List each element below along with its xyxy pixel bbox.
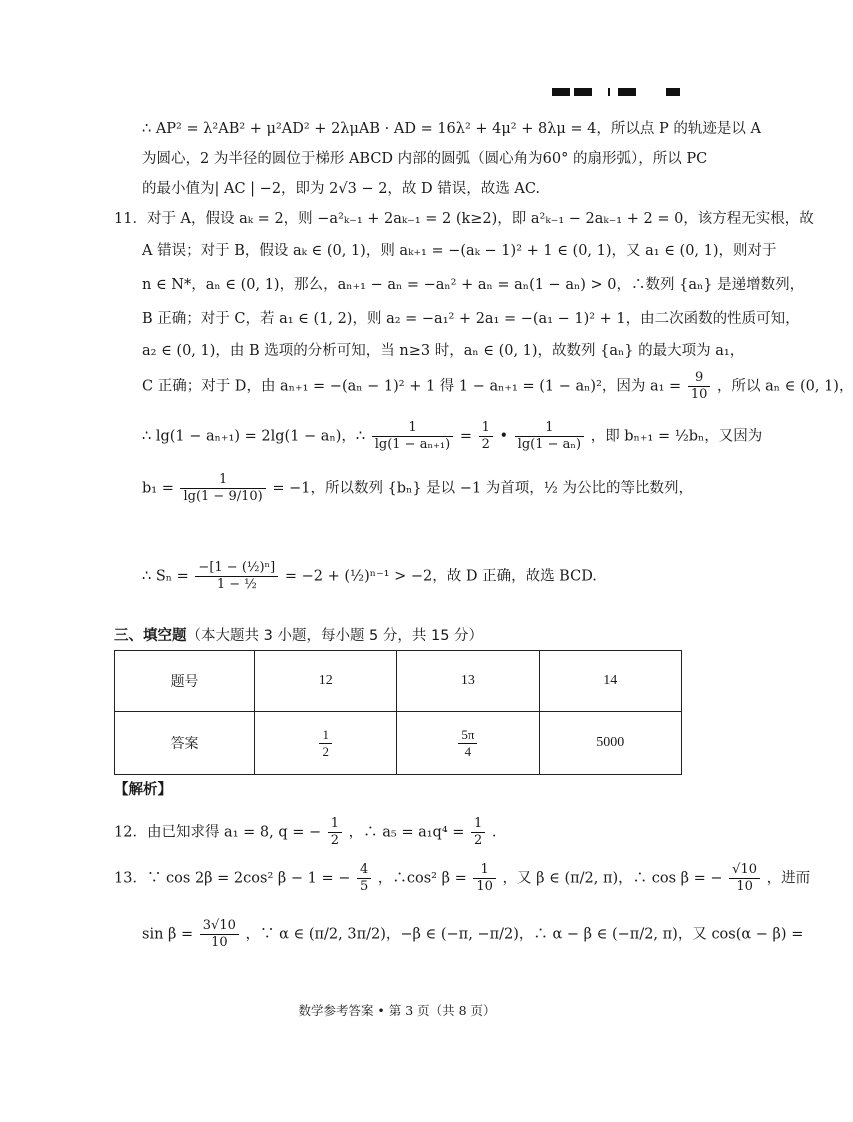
fraction-denominator: 5 [359,879,369,894]
header-bar-2 [574,88,592,96]
answer-13-fraction [458,727,477,760]
dot-operator: • [499,428,509,445]
solution11-line9-text-b: = −2 + (½)ⁿ⁻¹ > −2，故 D 正确，故选 BCD. [284,568,597,585]
solution13-text-a: 13．∵ cos 2β = 2cos² β − 1 = − [114,870,351,887]
header-bar-3 [608,88,610,96]
question-number-12: 12 [255,651,397,712]
answer-label-cell: 答案 [115,712,255,775]
answer-12 [255,712,397,775]
fraction-numerator: 1 [473,862,496,879]
equals-sign: = [459,428,472,445]
page-footer: 数学参考答案 • 第 3 页（共 8 页） [298,1003,496,1018]
fraction-denominator: 10 [476,879,493,894]
solution11-line7-text-d: ，即 bₙ₊₁ = ½bₙ，又因为 [590,428,763,445]
fraction-numerator: 1 [180,472,265,489]
fraction-one-tenth [473,862,496,895]
solution11-line8-text-b: = −1，所以数列 {bₙ} 是以 −1 为首项，½ 为公比的等比数列， [272,480,693,497]
header-label-cell: 题号 [115,651,255,712]
answer-14: 5000 [539,712,681,775]
fraction-denominator: 10 [736,879,753,894]
fraction-denominator: 10 [211,935,228,950]
fraction-numerator: 9 [688,370,711,387]
solution11-line6-text-b: ，所以 aₙ ∈ (0, 1)， [716,378,853,395]
solution13-line1 [114,862,810,895]
fraction-numerator: 3√10 [200,918,239,935]
fraction-numerator: 1 [328,816,342,833]
solution11-line7-text-a: ∴ lg(1 − aₙ₊₁) = 2lg(1 − aₙ)，∴ [142,428,366,445]
solution11-line4: B 正确；对于 C，若 a₁ ∈ (1, 2)，则 a₂ = −a₁² + 2a₁ = −(a₁ − 1)² + 1，由二次函数的性质可知， [142,311,800,327]
fraction-log-next [372,420,454,453]
fraction-denominator: 2 [481,437,490,452]
fraction-denominator: 1 − ½ [216,577,257,592]
fraction-nine-tenths [688,370,711,403]
fraction-denominator: 10 [690,387,708,402]
question-number-14: 14 [539,651,681,712]
solution11-line6-text-a: C 正确；对于 D，由 aₙ₊₁ = −(aₙ − 1)² + 1 得 1 − aₙ₊₁ = (1 − aₙ)²，因为 a₁ = [142,378,682,395]
solution10-line3: 的最小值为| AC | −2，即为 2√3 − 2，故 D 错误，故选 AC. [142,181,541,197]
solution13-text-b: ，∴cos² β = [377,870,467,887]
answer-table-header-row [115,651,682,712]
solution11-line7 [142,420,762,453]
solution12-text-b: ，∴ a₅ = a₁q⁴ = [348,824,465,841]
section-heading [114,624,483,645]
question-number-13: 13 [397,651,539,712]
solution11-line9 [142,560,597,593]
solution11-line2: A 错误；对于 B，假设 aₖ ∈ (0, 1)，则 aₖ₊₁ = −(aₖ − 1)² + 1 ∈ (0, 1)，又 a₁ ∈ (0, 1)，则对于 [142,243,777,259]
fraction-four-fifths [357,862,371,895]
solution11-line1: 11．对于 A，假设 aₖ = 2，则 −a²ₖ₋₁ + 2aₖ₋₁ = 2 (k≥2)，即 a²ₖ₋₁ − 2aₖ₋₁ + 2 = 0，该方程无实根，故 [114,211,814,227]
fraction-sum [195,560,278,593]
solution11-line8-text-a: b₁ = [142,480,174,497]
solution10-line2: 为圆心，2 为半径的圆位于梯形 ABCD 内部的圆弧（圆心角为60° 的扇形弧），所以 PC [142,151,708,167]
fraction-numerator: √10 [729,862,760,879]
fraction-a5 [471,816,485,849]
fraction-numerator: 1 [515,420,584,437]
fraction-q [328,816,342,849]
fraction-numerator: 1 [479,420,493,437]
fraction-numerator: 1 [372,420,454,437]
fraction-denominator: 2 [322,743,329,759]
section-heading-title: 三、填空题 [114,628,187,644]
fraction-denominator: 2 [330,833,340,848]
fraction-numerator: 1 [471,816,485,833]
fraction-numerator: −[1 − (½)ⁿ] [195,560,278,577]
fraction-cos-beta [729,862,760,895]
fraction-log-current [515,420,584,453]
fraction-one-half [479,420,493,453]
solution13-text-e: sin β = [142,926,194,943]
header-bar-5 [666,88,680,96]
answer-13 [397,712,539,775]
fraction-b1 [180,472,265,505]
fraction-denominator: lg(1 − aₙ₊₁) [374,437,451,452]
answer-table-answer-row [115,712,682,775]
fraction-numerator: 5π [458,727,477,744]
solution11-line5: a₂ ∈ (0, 1)，由 B 选项的分析可知，当 n≥3 时，aₙ ∈ (0, 1)，故数列 {aₙ} 的最大项为 a₁， [142,343,745,359]
analysis-label: 【解析】 [114,782,172,798]
fraction-numerator: 1 [319,727,332,744]
answer-12-fraction [319,727,332,760]
header-bar-4 [618,88,636,96]
fraction-denominator: 2 [474,833,483,848]
solution13-text-d: ，进而 [766,870,811,887]
solution11-line8 [142,472,693,505]
solution13-text-c: ，又 β ∈ (π/2, π)，∴ cos β = − [502,870,723,887]
solution12-text-a: 12．由已知求得 a₁ = 8, q = − [114,824,322,841]
fraction-denominator: lg(1 − aₙ) [517,437,582,452]
fraction-sin-beta [200,918,239,951]
solution11-line9-text-a: ∴ Sₙ = [142,568,189,585]
solution12-line [114,816,497,849]
answer-table [114,650,682,775]
solution11-line3: n ∈ N*，aₙ ∈ (0, 1)，那么，aₙ₊₁ − aₙ = −aₙ² + aₙ = aₙ(1 − aₙ) > 0，∴数列 {aₙ} 是递增数列， [142,277,805,293]
solution10-line1: ∴ AP² = λ²AB² + μ²AD² + 2λμAB · AD = 16λ² + 4μ² + 8λμ = 4，所以点 P 的轨迹是以 A [142,121,761,137]
solution12-text-c: . [491,824,497,841]
solution13-text-f: ，∵ α ∈ (π/2, 3π/2)，−β ∈ (−π, −π/2)，∴ α − β ∈ (−π/2, π)，又 cos(α − β) = [245,926,804,943]
fraction-numerator: 4 [357,862,371,879]
fraction-denominator: 4 [464,743,472,759]
solution11-line6 [142,370,853,403]
header-bar-1 [552,88,570,96]
section-heading-note: （本大题共 3 小题，每小题 5 分，共 15 分） [186,628,484,644]
solution13-line2 [142,918,803,951]
fraction-denominator: lg(1 − 9/10) [183,489,263,504]
